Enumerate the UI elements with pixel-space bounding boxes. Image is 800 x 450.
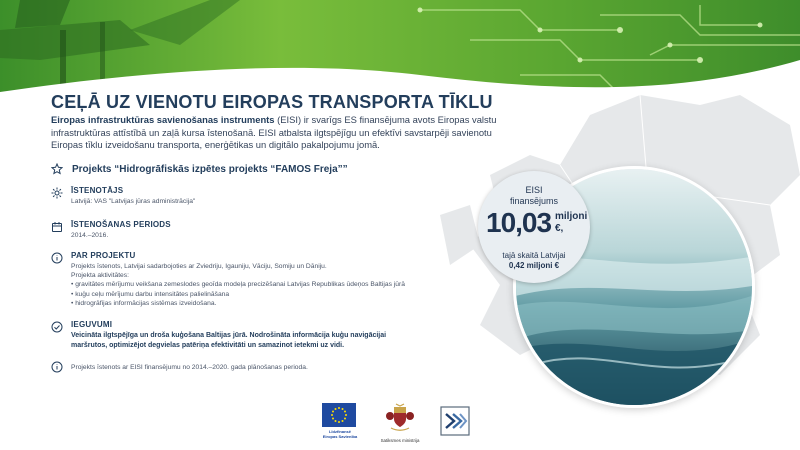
benefits-line: Veicināta ilgtspējīga un droša kuģošana Baltijas jūrā. Nodrošināta informācija kuģu navigācijai [71, 332, 387, 339]
benefits-line: maršrutos, optimizējot degvielas patēriņa efektivitāti un samazinot ietekmi uz vidi. [71, 341, 345, 349]
star-icon [51, 163, 63, 175]
about-line: • hidrogrāfijas informācijas sistēmas izveidošana. [71, 299, 217, 307]
intro-text: (EISI) ir svarīgs ES finansējuma avots Eiropas valstu infrastruktūras attīstībā un zaļā kursa īstenošanā. EISI atbalsta ilgtspējīgu un efektīvi savstarpēji savienotu Eiropas tīklu izveidošanu transporta, enerģētikas un digitālo pakalpojumu jomā. [51, 114, 497, 150]
stat-label-line1: EISI [525, 185, 543, 195]
info-icon [51, 361, 63, 373]
about-heading: PAR PROJEKTU [71, 251, 136, 260]
eu-logo [322, 403, 358, 443]
stat-unit [555, 211, 587, 235]
maritime-administration-logo-icon [440, 406, 470, 436]
ministry-caption: Satiksmes ministrija [380, 438, 420, 443]
stat-sub-line2: 0,42 miljoni € [508, 261, 560, 270]
intro-paragraph [51, 114, 501, 152]
benefits-heading: IEGUVUMI [71, 320, 113, 329]
maritime-administration-logo [440, 406, 470, 436]
about-line: • gravitātes mērījumu veikšana zemeslodes geoīda modeļa precizēšanai Latvijas Republikas ūdeņos Baltijas jūrā [71, 281, 405, 289]
period-heading: ĪSTENOŠANAS PERIODS [71, 220, 171, 229]
implementer-value: Latvijā: VAS "Latvijas jūras administrācija" [71, 198, 196, 205]
eu-caption-line1: Līdzfinansē [328, 429, 351, 434]
stat-label [478, 185, 590, 207]
stat-unit-line1: miljoni [555, 211, 588, 222]
stat-amount: 10,03 [486, 207, 552, 238]
project-title-row [51, 163, 348, 175]
project-title: Projekts “Hidrogrāfiskās izpētes projekts “FAMOS Freja”” [72, 163, 348, 175]
benefits-section [51, 320, 386, 350]
stat-label-line2: finansējums [509, 196, 559, 206]
funding-stat-circle [478, 171, 590, 283]
period-value: 2014.–2016. [71, 232, 109, 239]
footnote [51, 361, 308, 373]
ministry-logo [378, 403, 422, 443]
implementer-heading: ĪSTENOTĀJS [71, 186, 124, 195]
info-icon [51, 252, 63, 264]
implementer-section [51, 186, 195, 206]
calendar-icon [51, 221, 63, 233]
period-section [51, 220, 171, 240]
footnote-text: Projekts īstenots ar EISI finansējumu no 2014.–2020. gada plānošanas perioda. [71, 363, 308, 371]
page-title: CEĻĀ UZ VIENOTU EIROPAS TRANSPORTA TĪKLU [51, 92, 493, 112]
about-line: Projekts īstenots, Latvijai sadarbojoties ar Zviedriju, Igauniju, Vāciju, Somiju un Dāniju. [71, 263, 327, 270]
latvia-coat-of-arms-icon [385, 403, 415, 431]
about-line: Projekta aktivitātes: [71, 272, 129, 280]
stat-latvia-share [478, 251, 590, 271]
about-section [51, 251, 405, 308]
eu-flag-icon [322, 403, 356, 427]
gear-icon [51, 187, 63, 199]
check-icon [51, 321, 63, 333]
eu-caption-line2: Eiropas Savienība [322, 434, 358, 439]
eu-caption [322, 429, 358, 439]
stat-sub-line1: tajā skaitā Latvijai [502, 251, 566, 260]
stat-unit-line2: €, [555, 223, 564, 234]
about-line: • kuģu ceļu mērījumu darbu intensitātes palielināšana [71, 290, 230, 298]
intro-bold: Eiropas infrastruktūras savienošanas instruments [51, 114, 275, 125]
